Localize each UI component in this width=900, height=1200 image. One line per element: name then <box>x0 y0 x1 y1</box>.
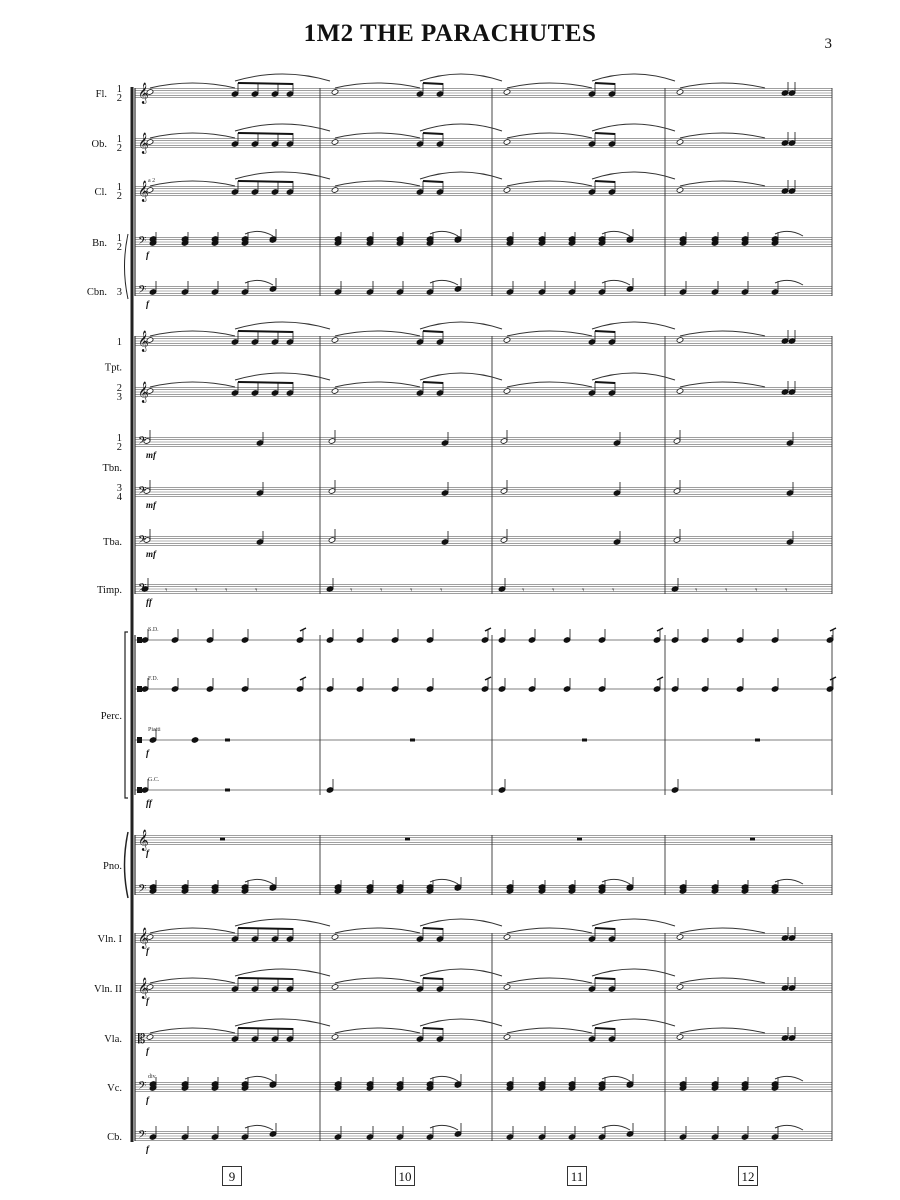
slur <box>150 1028 235 1033</box>
staff-annotation: div. <box>148 1074 157 1080</box>
note-head <box>503 187 511 194</box>
measure-number-9: 9 <box>222 1166 242 1186</box>
slur <box>235 172 330 179</box>
beam <box>595 928 615 929</box>
instrument-label-vln1: Vln. I <box>97 934 122 945</box>
whole-rest-icon <box>405 838 410 841</box>
slur <box>235 322 330 329</box>
staff <box>135 437 832 446</box>
slur <box>602 1076 630 1081</box>
slur <box>245 879 273 884</box>
instrument-label-vla: Vla. <box>104 1034 122 1045</box>
slur <box>335 928 420 933</box>
dynamic-marking: mf <box>146 549 156 559</box>
part-number: 3 <box>116 483 122 494</box>
slur <box>680 928 765 933</box>
slur <box>775 280 803 285</box>
beam <box>423 928 443 929</box>
bass-clef-icon: 𝄢 <box>138 485 147 500</box>
staff <box>135 138 832 147</box>
slur <box>335 133 420 138</box>
slur <box>680 1028 765 1033</box>
beam <box>423 382 443 383</box>
group-label-percussion: Perc. <box>100 711 122 722</box>
part-number: 1 <box>116 337 122 348</box>
treble-clef-icon: 𝄞 <box>138 133 149 154</box>
slur <box>150 928 235 933</box>
note-head <box>191 737 199 744</box>
beam <box>595 83 615 84</box>
part-number: 1 <box>116 84 122 95</box>
slur <box>507 83 592 88</box>
note-head <box>146 1034 154 1041</box>
instrument-label-cl: Cl. <box>94 187 107 198</box>
beam <box>423 1028 443 1029</box>
note-head <box>331 139 339 146</box>
slur <box>335 83 420 88</box>
staff-annotation: G.C. <box>148 777 160 783</box>
beam <box>238 1028 293 1029</box>
whole-rest-icon <box>225 739 230 742</box>
slur <box>150 382 235 387</box>
slur <box>235 74 330 81</box>
treble-clef-icon: 𝄞 <box>138 181 149 202</box>
staff <box>135 1033 832 1042</box>
part-number: 2 <box>116 242 122 253</box>
rest-icon: 𝄾 <box>380 586 383 596</box>
beam <box>595 978 615 979</box>
rest-icon: 𝄾 <box>255 586 258 596</box>
slur <box>235 1019 330 1026</box>
note-head <box>676 388 684 395</box>
staff-annotation: F.D. <box>148 676 159 682</box>
note-head <box>503 388 511 395</box>
part-number: 1 <box>116 182 122 193</box>
beam <box>595 331 615 332</box>
slur <box>430 1125 458 1130</box>
slur <box>245 231 273 236</box>
dynamic-marking: f <box>146 848 149 858</box>
slur <box>680 382 765 387</box>
slur <box>507 331 592 336</box>
part-number: 4 <box>116 492 122 503</box>
instrument-label-fl: Fl. <box>95 89 107 100</box>
note-layer <box>141 74 836 1140</box>
slur <box>592 322 675 329</box>
slur <box>592 172 675 179</box>
measure-number-11: 11 <box>567 1166 587 1186</box>
staff <box>135 835 832 844</box>
whole-rest-icon <box>750 838 755 841</box>
staff-layer <box>125 87 833 1142</box>
beam <box>238 181 293 182</box>
treble-clef-icon: 𝄞 <box>138 830 149 851</box>
slur <box>592 373 675 380</box>
slur <box>775 879 803 884</box>
slur <box>235 124 330 131</box>
part-number: 1 <box>116 233 122 244</box>
part-number: 2 <box>116 143 122 154</box>
slur <box>235 373 330 380</box>
treble-clef-icon: 𝄞 <box>138 331 149 352</box>
staff <box>135 387 832 396</box>
beam <box>238 382 293 383</box>
slur <box>420 919 502 926</box>
staff-annotation: a 2 <box>148 178 156 184</box>
rest-icon: 𝄾 <box>612 586 615 596</box>
slur <box>592 1019 675 1026</box>
whole-rest-icon <box>220 838 225 841</box>
bass-clef-icon: 𝄢 <box>138 1129 147 1144</box>
instrument-label-vc: Vc. <box>107 1083 122 1094</box>
dynamic-marking: f <box>146 996 149 1006</box>
slur <box>335 331 420 336</box>
slur <box>430 879 458 884</box>
note-head <box>331 934 339 941</box>
slur <box>592 969 675 976</box>
slur <box>335 978 420 983</box>
dynamic-marking: f <box>146 946 149 956</box>
slur <box>420 1019 502 1026</box>
slur <box>150 181 235 186</box>
slur <box>680 331 765 336</box>
slur <box>420 124 502 131</box>
note-head <box>331 1034 339 1041</box>
slur <box>420 373 502 380</box>
beam <box>423 978 443 979</box>
bass-clef-icon: 𝄢 <box>138 235 147 250</box>
part-number: 2 <box>116 442 122 453</box>
slur <box>592 74 675 81</box>
dynamic-marking: mf <box>146 450 156 460</box>
staff <box>135 983 832 992</box>
beam <box>595 133 615 134</box>
staff <box>135 1131 832 1140</box>
note-head <box>331 89 339 96</box>
slur <box>680 83 765 88</box>
bass-clef-icon: 𝄢 <box>138 1080 147 1095</box>
treble-clef-icon: 𝄞 <box>138 978 149 999</box>
slur <box>420 969 502 976</box>
bassoon-brace <box>125 234 129 299</box>
note-head <box>503 89 511 96</box>
beam <box>423 181 443 182</box>
dynamic-marking: f <box>146 1046 149 1056</box>
part-number: 2 <box>116 191 122 202</box>
note-head <box>676 139 684 146</box>
group-label-piano: Pno. <box>103 861 122 872</box>
beam <box>423 133 443 134</box>
staff <box>135 186 832 195</box>
slur <box>680 181 765 186</box>
piano-brace <box>125 832 129 898</box>
bass-clef-icon: 𝄢 <box>138 883 147 898</box>
alto-clef-icon: 𝄡 <box>138 1032 146 1047</box>
percussion-clef-icon <box>137 737 142 743</box>
staff <box>135 584 832 593</box>
staff <box>135 286 832 295</box>
staff <box>135 1082 832 1091</box>
beam <box>595 1028 615 1029</box>
staff <box>135 885 832 894</box>
slur <box>775 1076 803 1081</box>
slur <box>430 1076 458 1081</box>
note-head <box>676 187 684 194</box>
part-number: 1 <box>116 433 122 444</box>
part-number: 1 <box>116 134 122 145</box>
rest-icon: 𝄾 <box>410 586 413 596</box>
slur <box>420 172 502 179</box>
percussion-clef-icon <box>137 686 142 692</box>
beam <box>423 83 443 84</box>
treble-clef-icon: 𝄞 <box>138 83 149 104</box>
note-head <box>676 89 684 96</box>
note-head <box>331 187 339 194</box>
dynamic-marking: f <box>146 1144 149 1154</box>
beam <box>238 331 293 332</box>
slur <box>507 978 592 983</box>
beam <box>238 133 293 134</box>
part-number: 2 <box>116 383 122 394</box>
slur <box>592 124 675 131</box>
slur <box>235 969 330 976</box>
perc-bracket <box>125 632 128 798</box>
page-number: 3 <box>824 36 832 52</box>
dynamic-marking: mf <box>146 500 156 510</box>
instrument-label-cb: Cb. <box>107 1132 122 1143</box>
beam <box>595 382 615 383</box>
treble-clef-icon: 𝄞 <box>138 382 149 403</box>
slur <box>150 331 235 336</box>
score-title: 1M2 THE PARACHUTES <box>303 20 597 47</box>
rest-icon: 𝄾 <box>582 586 585 596</box>
beam <box>238 83 293 84</box>
whole-rest-icon <box>582 739 587 742</box>
instrument-label-cbn: Cbn. <box>86 287 107 298</box>
slur <box>245 1076 273 1081</box>
slur <box>680 133 765 138</box>
staff-annotation: S.D. <box>148 627 159 633</box>
beam <box>238 978 293 979</box>
slur <box>420 74 502 81</box>
dynamic-marking: ff <box>146 597 152 607</box>
rest-icon: 𝄾 <box>785 586 788 596</box>
slur <box>680 978 765 983</box>
beam <box>238 928 293 929</box>
instrument-label-vln2: Vln. II <box>94 984 122 995</box>
slur <box>775 231 803 236</box>
slur <box>775 1125 803 1130</box>
slur <box>335 382 420 387</box>
slur <box>430 231 458 236</box>
slur <box>150 133 235 138</box>
measure-number-10: 10 <box>395 1166 415 1186</box>
slur <box>150 83 235 88</box>
staff <box>135 336 832 345</box>
part-number: 2 <box>116 93 122 104</box>
instrument-label-timp: Timp. <box>96 585 122 596</box>
dynamic-marking: ff <box>146 798 152 808</box>
slur <box>602 879 630 884</box>
group-label-trombone: Tbn. <box>102 463 122 474</box>
staff <box>135 237 832 246</box>
slur <box>507 1028 592 1033</box>
rest-icon: 𝄾 <box>225 586 228 596</box>
slur <box>602 231 630 236</box>
whole-rest-icon <box>410 739 415 742</box>
part-number: 3 <box>116 392 122 403</box>
note-head <box>331 337 339 344</box>
slur <box>245 280 273 285</box>
beam <box>423 331 443 332</box>
note-head <box>503 934 511 941</box>
note-head <box>503 337 511 344</box>
slur <box>602 280 630 285</box>
bass-clef-icon: 𝄢 <box>138 582 147 597</box>
staff-annotation: Piatti <box>148 727 161 733</box>
whole-rest-icon <box>755 739 760 742</box>
percussion-clef-icon <box>137 787 142 793</box>
slur <box>602 1125 630 1130</box>
rest-icon: 𝄾 <box>440 586 443 596</box>
slur <box>507 133 592 138</box>
rest-icon: 𝄾 <box>725 586 728 596</box>
note-head <box>331 388 339 395</box>
rest-icon: 𝄾 <box>195 586 198 596</box>
slur <box>335 1028 420 1033</box>
whole-rest-icon <box>225 789 230 792</box>
bass-clef-icon: 𝄢 <box>138 534 147 549</box>
group-label-trumpet: Tpt. <box>104 362 122 374</box>
note-head <box>503 139 511 146</box>
note-head <box>676 984 684 991</box>
note-head <box>676 934 684 941</box>
note-head <box>503 984 511 991</box>
slur <box>507 382 592 387</box>
dynamic-marking: f <box>146 250 149 260</box>
dynamic-marking: f <box>146 748 149 758</box>
slur <box>150 978 235 983</box>
dynamic-marking: f <box>146 1095 149 1105</box>
beam <box>595 181 615 182</box>
rest-icon: 𝄾 <box>695 586 698 596</box>
measure-number-12: 12 <box>738 1166 758 1186</box>
slur <box>420 322 502 329</box>
instrument-label-tba: Tba. <box>103 537 122 548</box>
rest-icon: 𝄾 <box>350 586 353 596</box>
rest-icon: 𝄾 <box>552 586 555 596</box>
staff <box>135 933 832 942</box>
slur <box>507 181 592 186</box>
treble-clef-icon: 𝄞 <box>138 928 149 949</box>
rest-icon: 𝄾 <box>755 586 758 596</box>
slur <box>335 181 420 186</box>
slur <box>430 280 458 285</box>
bass-clef-icon: 𝄢 <box>138 284 147 299</box>
slur <box>507 928 592 933</box>
note-head <box>331 984 339 991</box>
staff <box>135 88 832 97</box>
part-number: 3 <box>116 287 122 298</box>
slur <box>592 919 675 926</box>
note-head <box>503 1034 511 1041</box>
staff <box>135 487 832 496</box>
rest-icon: 𝄾 <box>522 586 525 596</box>
bass-clef-icon: 𝄢 <box>138 435 147 450</box>
slur <box>245 1125 273 1130</box>
dynamic-marking: f <box>146 299 149 309</box>
slur <box>235 919 330 926</box>
staff <box>135 536 832 545</box>
percussion-clef-icon <box>137 637 142 643</box>
instrument-label-ob: Ob. <box>91 139 107 150</box>
rest-icon: 𝄾 <box>165 586 168 596</box>
note-head <box>676 337 684 344</box>
whole-rest-icon <box>577 838 582 841</box>
note-head <box>676 1034 684 1041</box>
instrument-label-bn: Bn. <box>92 238 107 249</box>
